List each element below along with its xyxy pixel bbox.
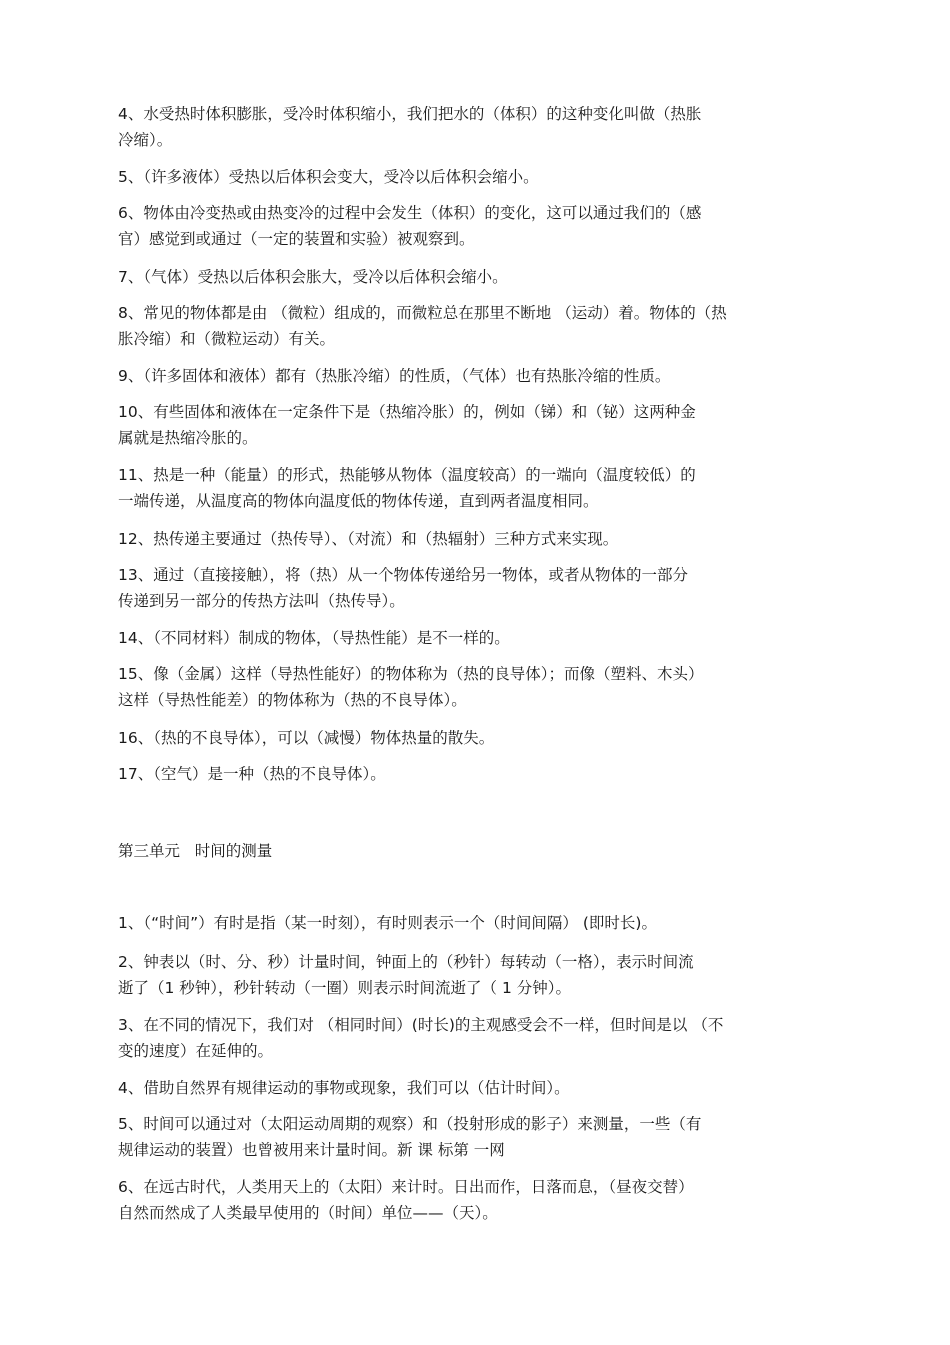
- item-line: 传递到另一部分的传热方法叫（热传导）。: [118, 592, 405, 610]
- list-item: [118, 399, 838, 451]
- list-item: [118, 101, 838, 153]
- item-line: 6、在远古时代，人类用天上的（太阳）来计时。日出而作，日落而息，（昼夜交替）: [118, 1178, 694, 1196]
- item-line: 9、（许多固体和液体）都有（热胀冷缩）的性质，（气体）也有热胀冷缩的性质。: [118, 367, 671, 385]
- list-item: [118, 661, 838, 713]
- item-line: 17、（空气）是一种（热的不良导体）。: [118, 765, 386, 783]
- item-line: 10、有些固体和液体在一定条件下是（热缩冷胀）的，例如（锑）和（铋）这两种金: [118, 403, 696, 421]
- item-line: 4、水受热时体积膨胀，受冷时体积缩小，我们把水的（体积）的这种变化叫做（热胀: [118, 105, 702, 123]
- list-item: [118, 462, 838, 514]
- item-line: 16、（热的不良导体），可以（减慢）物体热量的散失。: [118, 729, 495, 747]
- item-line: 8、常见的物体都是由 （微粒）组成的，而微粒总在那里不断地 （运动）着。物体的（热: [118, 304, 727, 322]
- item-line: 6、物体由冷变热或由热变冷的过程中会发生（体积）的变化，这可以通过我们的（感: [118, 204, 702, 222]
- item-line: 12、热传递主要通过（热传导）、（对流）和（热辐射）三种方式来实现。: [118, 530, 619, 548]
- section-title: 第三单元 时间的测量: [118, 842, 273, 860]
- item-line: 规律运动的装置）也曾被用来计量时间。新 课 标第 一网: [118, 1141, 505, 1159]
- list-item: [118, 1012, 838, 1064]
- item-line: 2、钟表以（时、分、秒）计量时间，钟面上的（秒针）每转动（一格），表示时间流: [118, 953, 694, 971]
- list-item: [118, 949, 838, 1001]
- list-item: [118, 526, 838, 552]
- item-line: 5、时间可以通过对（太阳运动周期的观察）和（投射形成的影子）来测量，一些（有: [118, 1115, 702, 1133]
- item-line: 属就是热缩冷胀的。: [118, 429, 258, 447]
- list-item: [118, 562, 838, 614]
- list-item: [118, 625, 838, 651]
- item-line: 3、在不同的情况下，我们对 （相同时间）(时长)的主观感受会不一样，但时间是以 （不: [118, 1016, 724, 1034]
- list-item: [118, 164, 838, 190]
- item-line: 11、热是一种（能量）的形式，热能够从物体（温度较高）的一端向（温度较低）的: [118, 466, 696, 484]
- item-line: 冷缩）。: [118, 131, 173, 149]
- item-line: 官）感觉到或通过（一定的装置和实验）被观察到。: [118, 230, 475, 248]
- item-line: 1、（“时间”）有时是指（某一时刻），有时则表示一个（时间间隔） (即时长)。: [118, 914, 657, 932]
- item-line: 变的速度）在延伸的。: [118, 1042, 274, 1060]
- item-line: 15、像（金属）这样（导热性能好）的物体称为（热的良导体）；而像（塑料、木头）: [118, 665, 704, 683]
- list-item: [118, 725, 838, 751]
- list-item: [118, 300, 838, 352]
- item-line: 这样（导热性能差）的物体称为（热的不良导体）。: [118, 691, 467, 709]
- item-line: 13、通过（直接接触），将（热）从一个物体传递给另一物体，或者从物体的一部分: [118, 566, 688, 584]
- list-item: [118, 761, 838, 787]
- list-item: [118, 1075, 838, 1101]
- list-item: [118, 910, 838, 936]
- list-item: [118, 363, 838, 389]
- list-item: [118, 264, 838, 290]
- item-line: 一端传递，从温度高的物体向温度低的物体传递，直到两者温度相同。: [118, 492, 599, 510]
- item-line: 胀冷缩）和（微粒运动）有关。: [118, 330, 336, 348]
- item-line: 7、（气体）受热以后体积会胀大，受冷以后体积会缩小。: [118, 268, 508, 286]
- item-line: 逝了（1 秒钟），秒针转动（一圈）则表示时间流逝了（ 1 分钟）。: [118, 979, 572, 997]
- list-item: [118, 1174, 838, 1226]
- item-line: 5、（许多液体）受热以后体积会变大，受冷以后体积会缩小。: [118, 168, 539, 186]
- item-line: 4、借助自然界有规律运动的事物或现象，我们可以（估计时间）。: [118, 1079, 570, 1097]
- item-line: 自然而然成了人类最早使用的（时间）单位——（天）。: [118, 1204, 498, 1222]
- list-item: [118, 1111, 838, 1163]
- item-line: 14、（不同材料）制成的物体，（导热性能）是不一样的。: [118, 629, 510, 647]
- list-item: [118, 200, 838, 252]
